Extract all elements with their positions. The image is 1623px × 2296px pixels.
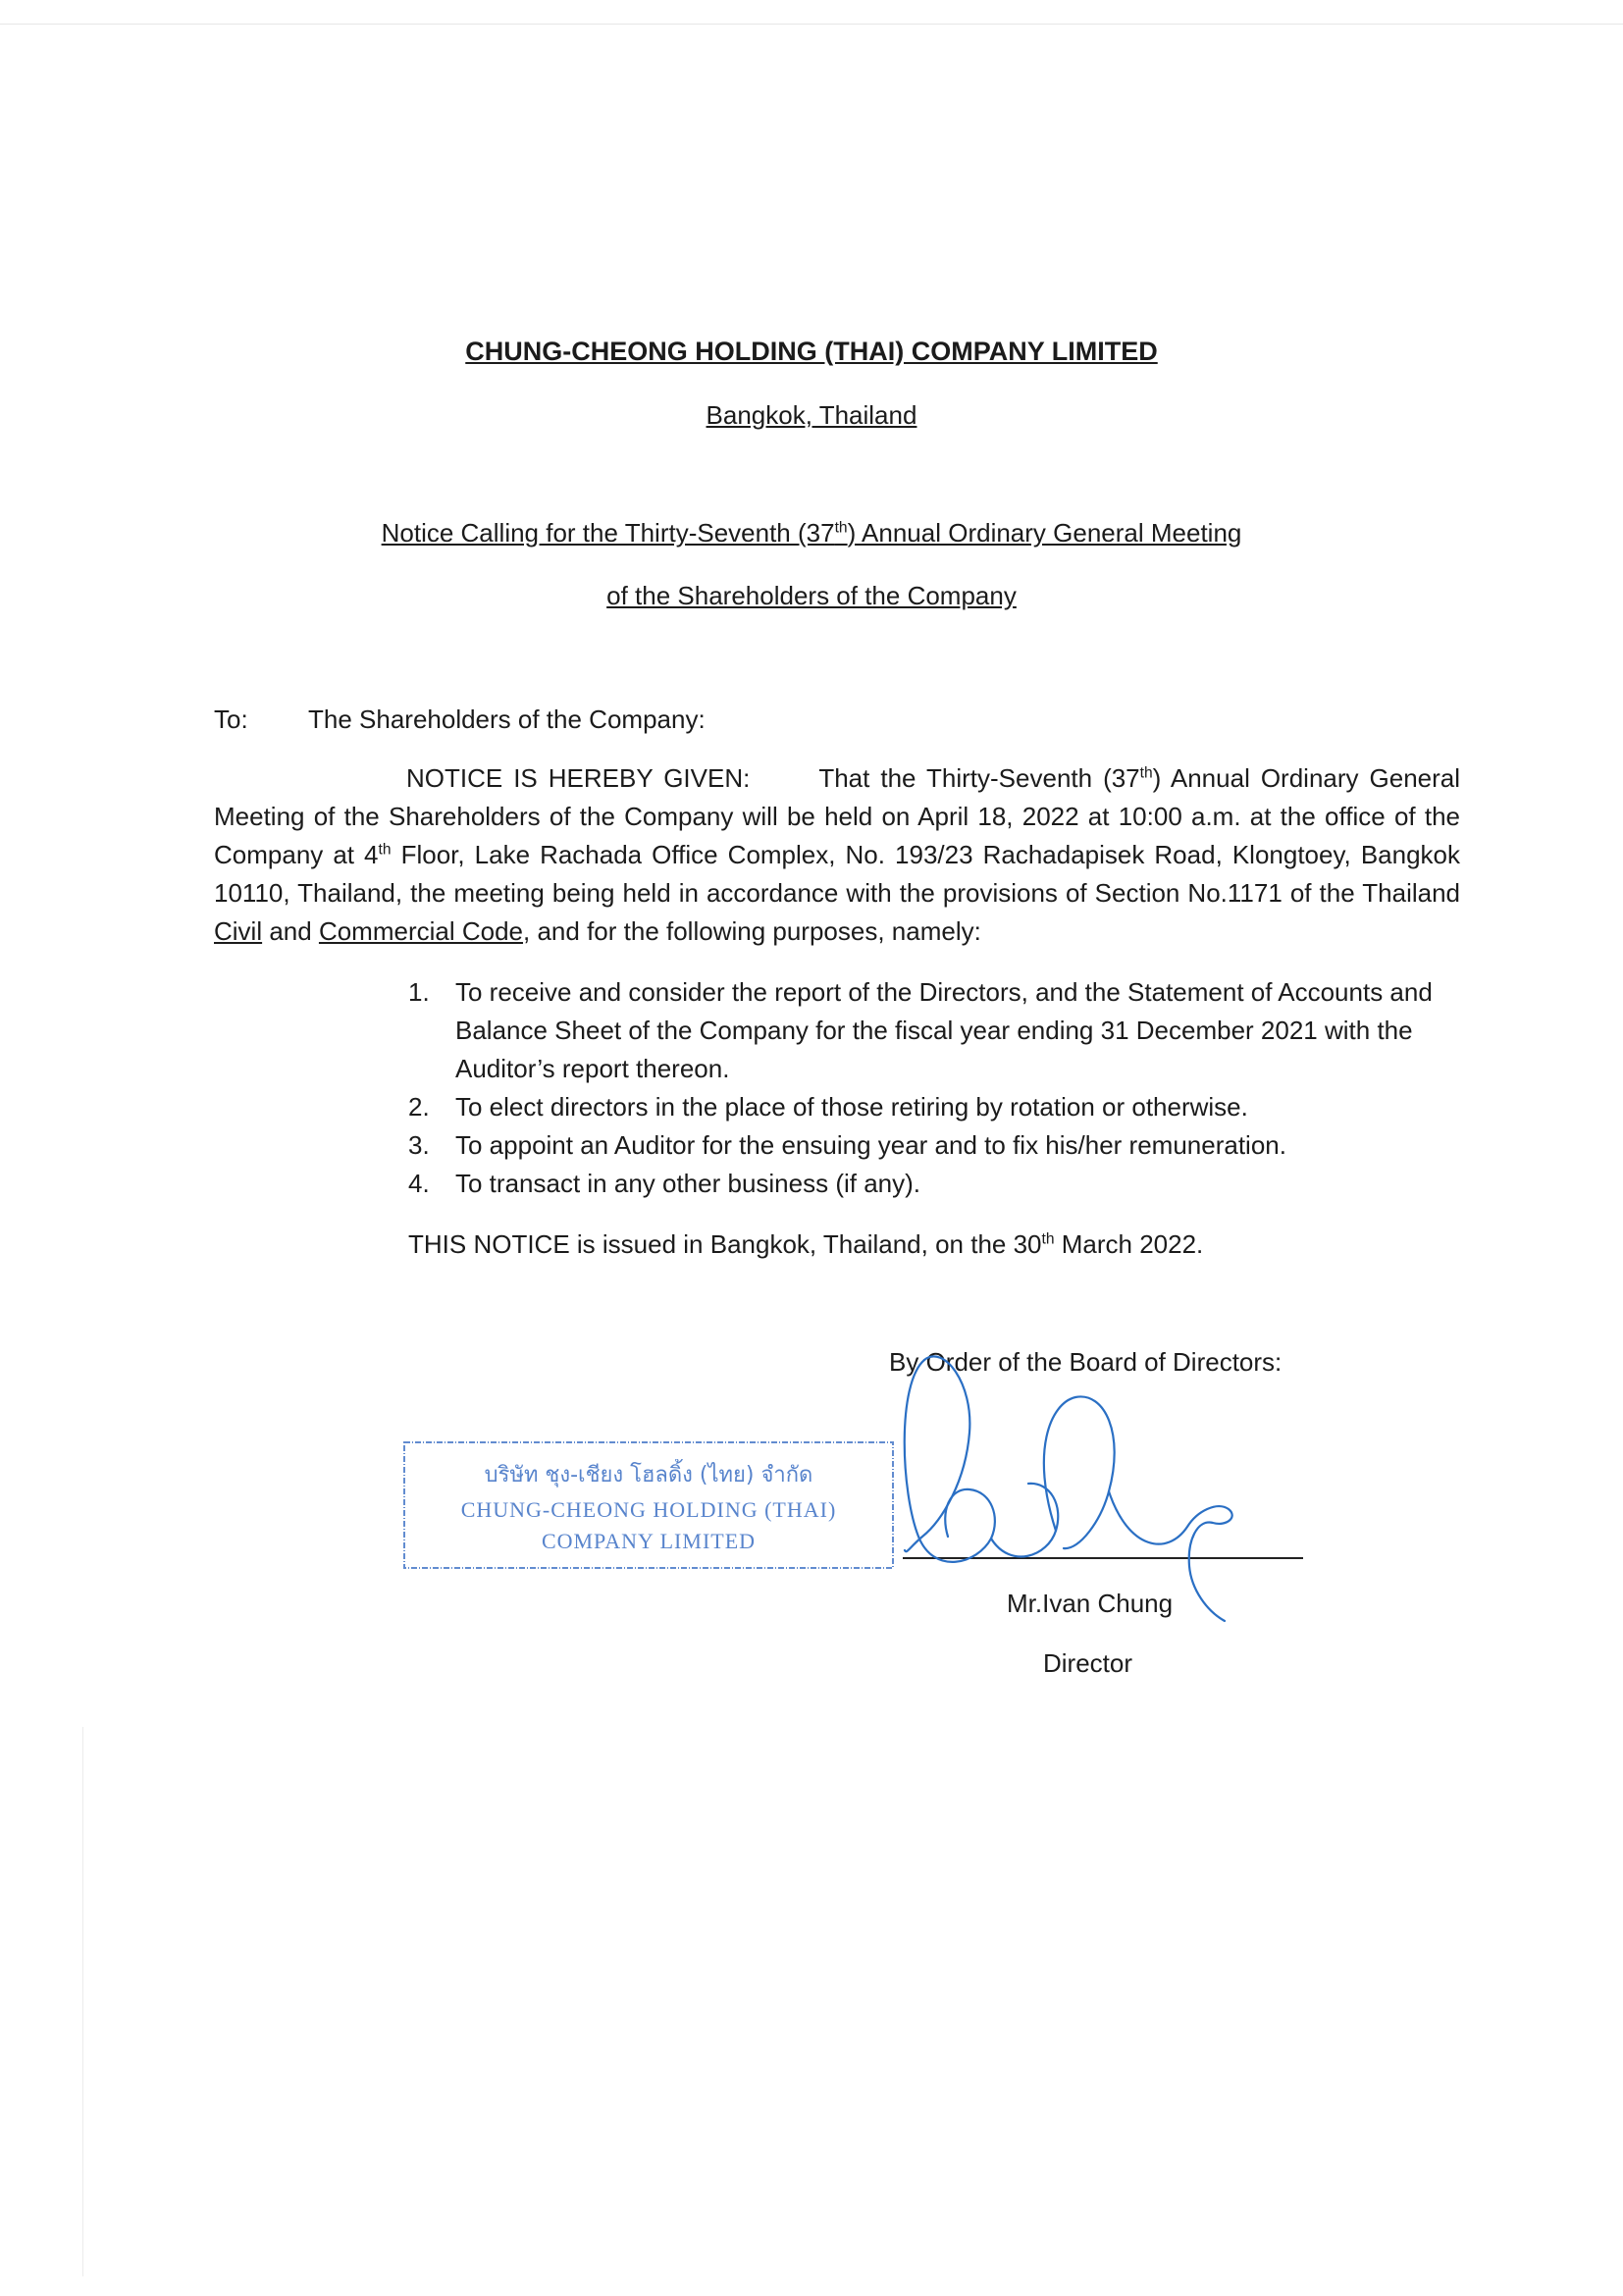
by-order-line: By Order of the Board of Directors: bbox=[889, 1347, 1283, 1377]
svg-text:บริษัท ชุง-เชียง โฮลดิ้ง (ไทย): บริษัท ชุง-เชียง โฮลดิ้ง (ไทย) จำกัด bbox=[484, 1463, 813, 1487]
company-title: CHUNG-CHEONG HOLDING (THAI) COMPANY LIMITED bbox=[465, 337, 1158, 366]
svg-text:CHUNG-CHEONG HOLDING (THAI): CHUNG-CHEONG HOLDING (THAI) bbox=[460, 1497, 837, 1522]
company-location: Bangkok, Thailand bbox=[706, 400, 917, 430]
addressee: The Shareholders of the Company: bbox=[308, 704, 706, 734]
addressee-label: To: bbox=[214, 704, 248, 734]
list-item: 3. To appoint an Auditor for the ensuing year and to fix his/her remuneration. bbox=[408, 1130, 1286, 1160]
issued-statement: THIS NOTICE is issued in Bangkok, Thailand, on the 30th March 2022. bbox=[408, 1229, 1204, 1259]
page-left-edge bbox=[82, 1727, 83, 2276]
company-stamp bbox=[400, 1435, 897, 1574]
purposes-list bbox=[402, 973, 1462, 1203]
notice-paragraph: NOTICE IS HEREBY GIVEN: That the Thirty-Seventh (37th) Annual Ordinary General Meeting of the Shareholders of the Company will be held on April 18, 2022 at 10:00 a.m. at the office of the Company at 4th Floor, Lake Rachada Office Complex, No. 193/23 Rachadapisek Road, Klongtoey, Bangkok 10110, Thailand, the meeting being held in accordance with the provisions of Section No.1171 of the Thailand Civil and Commercial Code, and for the following purposes, namely: bbox=[214, 763, 1461, 946]
list-item: 2. To elect directors in the place of those retiring by rotation or otherwise. bbox=[408, 1092, 1248, 1122]
signatory-name: Mr.Ivan Chung bbox=[1007, 1589, 1174, 1618]
list-item: 4. To transact in any other business (if any). bbox=[408, 1169, 921, 1198]
page-top-edge bbox=[0, 24, 1623, 25]
signatory-title: Director bbox=[1043, 1648, 1133, 1678]
list-item: 1. To receive and consider the report of the Directors, and the Statement of Accounts and Balance Sheet of the Company for the fiscal year ending 31 December 2021 with the Auditor’s report thereon. bbox=[408, 977, 1433, 1083]
notice-heading-line-2: of the Shareholders of the Company bbox=[606, 581, 1017, 610]
notice-heading-line-1: Notice Calling for the Thirty-Seventh (37th) Annual Ordinary General Meeting bbox=[381, 518, 1242, 548]
notice-given-label: NOTICE IS HEREBY GIVEN: bbox=[406, 763, 751, 793]
svg-text:COMPANY LIMITED: COMPANY LIMITED bbox=[541, 1529, 757, 1553]
